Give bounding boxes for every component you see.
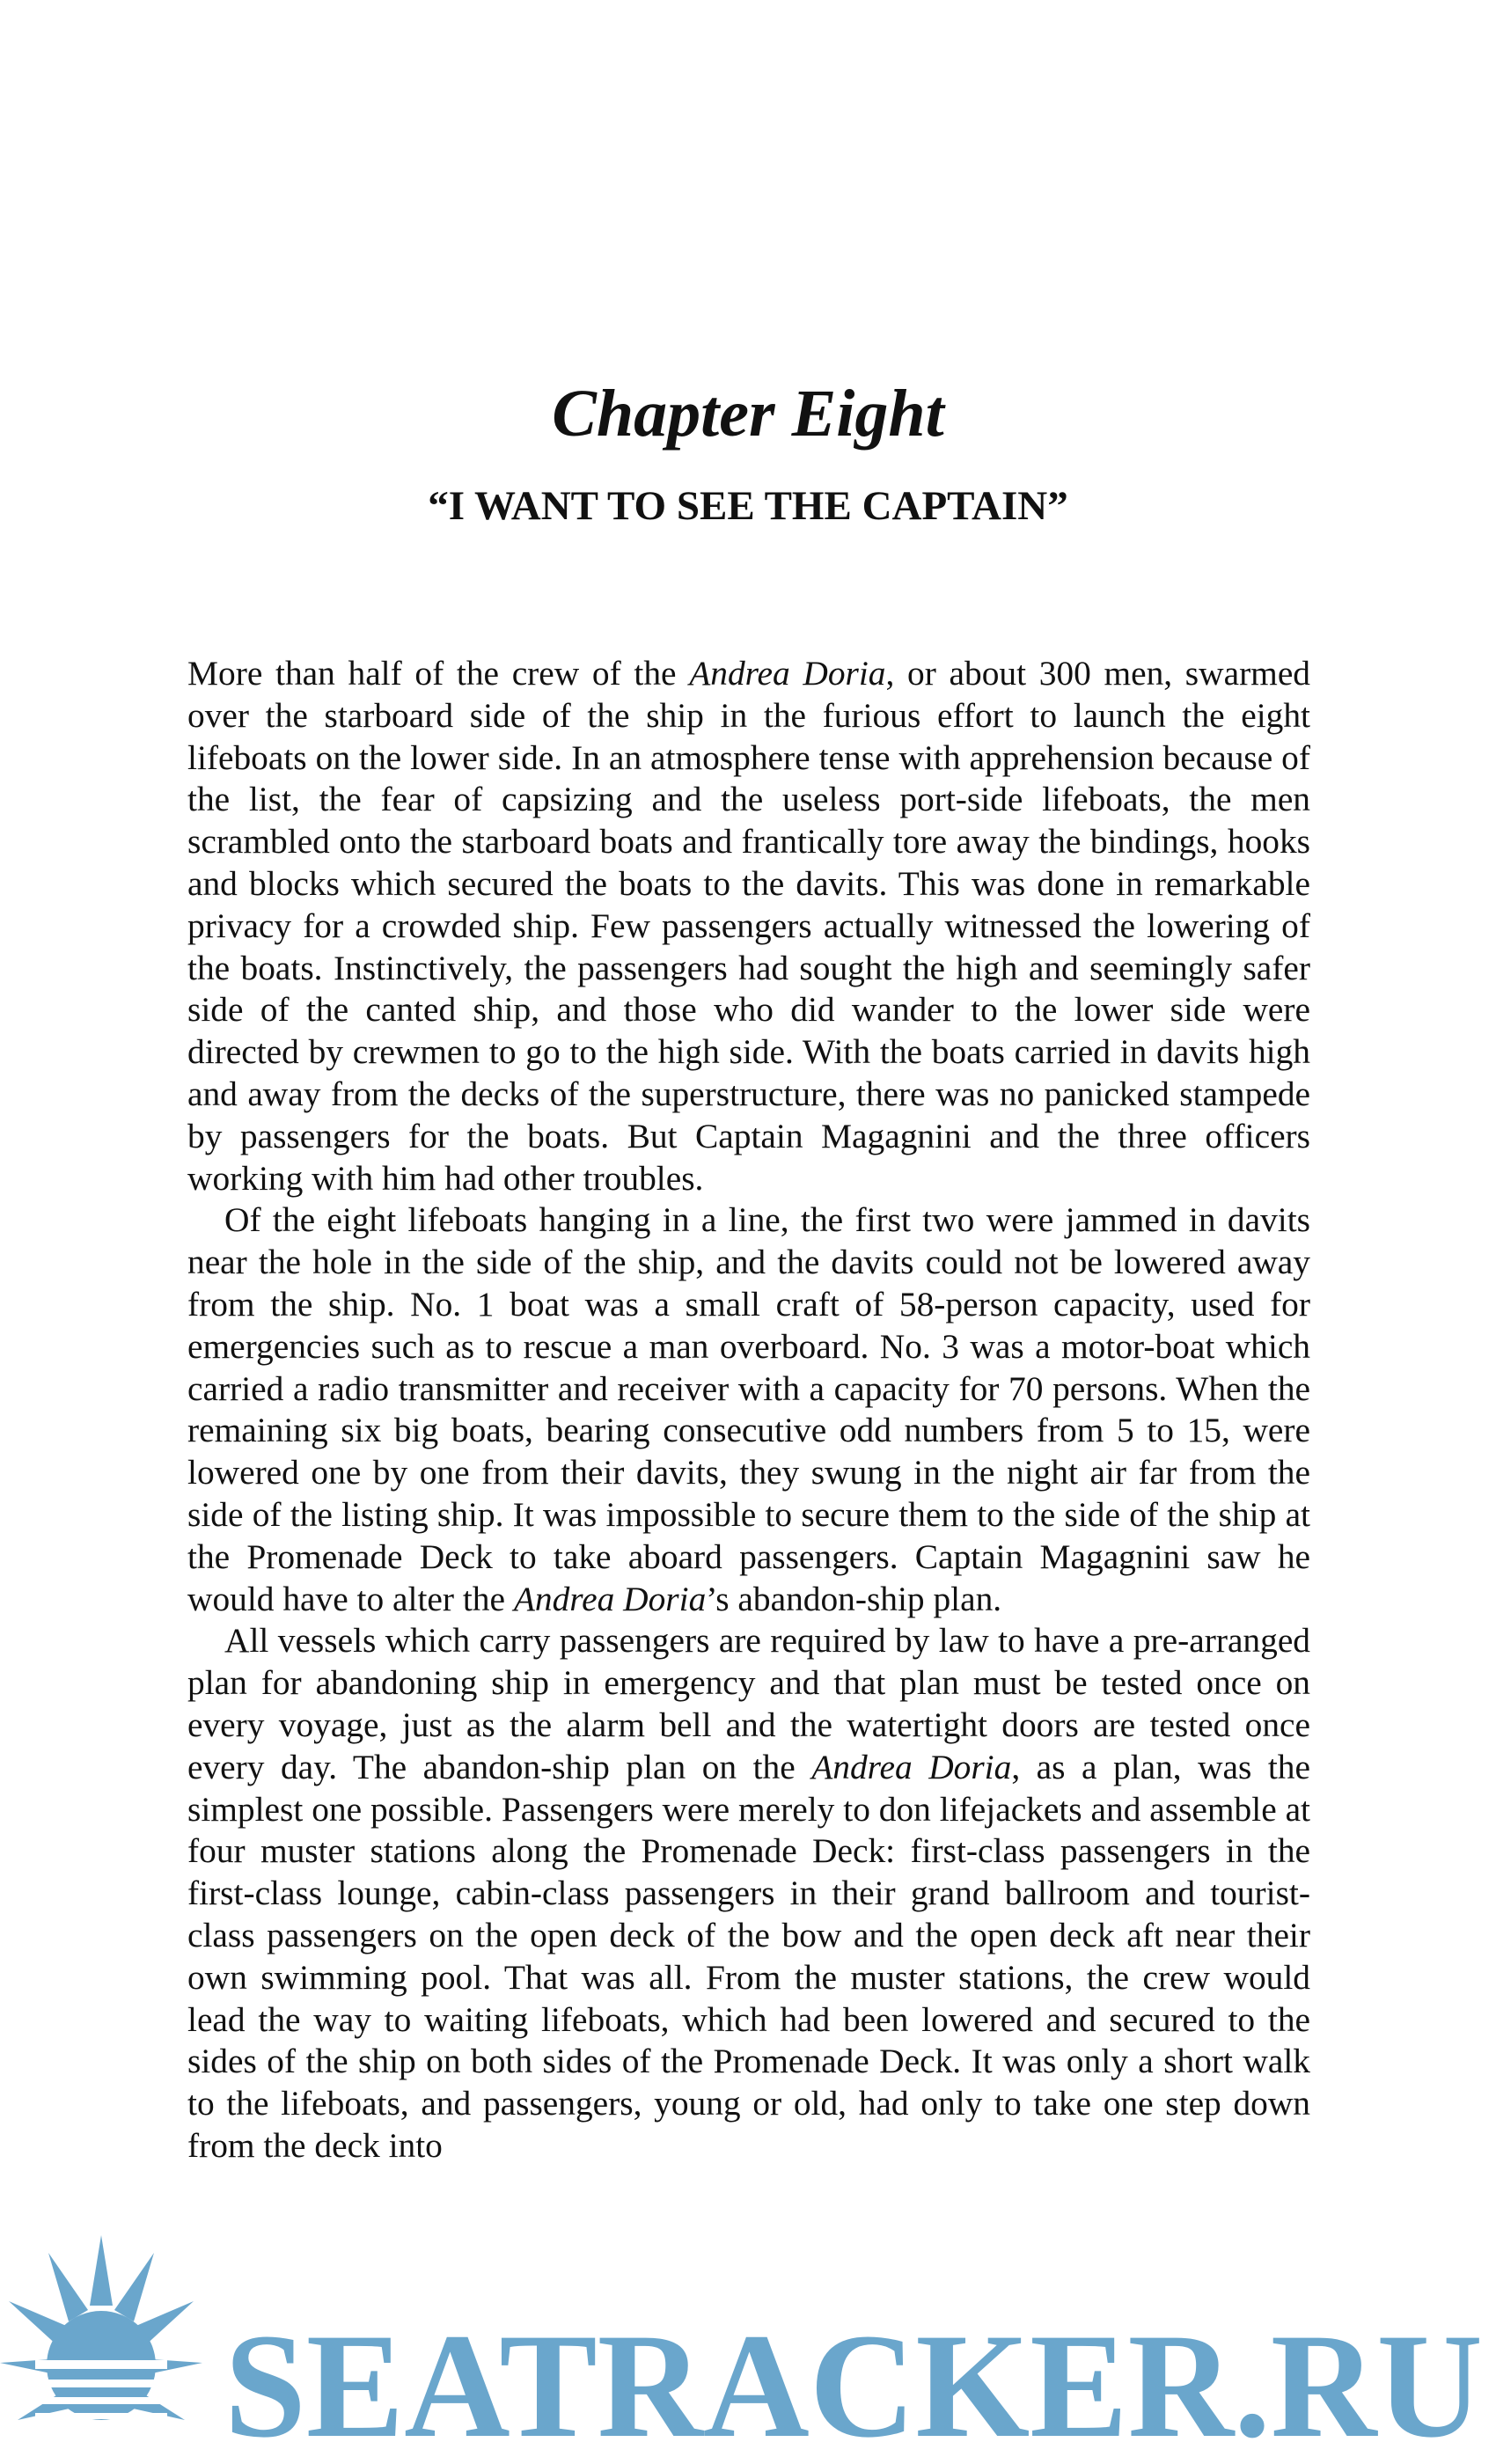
watermark — [0, 2218, 1496, 2464]
ship-name: Andrea Doria — [689, 654, 886, 693]
watermark-text: SEATRACKER.RU — [224, 2303, 1483, 2464]
paragraph-1: More than half of the crew of the Andrea Doria, or about 300 men, swarmed over the starboard side of the ship in the furious effort to launch the eight lifeboats on the lower side. In an atmosphere tense with apprehension because of the list, the fear of capsizing and the useless port-side lifeboats, the men scrambled onto the starboard boats and frantically tore away the bindings, hooks and blocks which secured the boats to the davits. This was done in remarkable privacy for a crowded ship. Few passengers actually witnessed the lowering of the boats. Instinctively, the passengers had sought the high and seemingly safer side of the canted ship, and those who did wander to the lower side were directed by crewmen to go to the high side. With the boats carried in davits high and away from the decks of the superstructure, there was no panicked stampede by passengers for the boats. But Captain Magagnini and the three officers working with him had other troubles. — [187, 654, 1311, 1198]
ship-name: Andrea Doria — [513, 1579, 707, 1618]
paragraph-2: Of the eight lifeboats hanging in a line, the first two were jammed in davits near the hole in the side of the ship, and the davits could not be lowered away from the ship. No. 1 boat was a small craft of 58-person capacity, used for emergencies such as to rescue a man overboard. No. 3 was a motor-boat which carried a radio transmitter and receiver with a capacity for 70 persons. When the remaining six big boats, bearing consecutive odd numbers from 5 to 15, were lowered one by one from their davits, they swung in the night air far from the side of the listing ship. It was impossible to secure them to the side of the ship at the Promenade Deck to take aboard passengers. Captain Magagnini saw he would have to alter the Andrea Doria’s abandon-ship plan. — [187, 1200, 1310, 1618]
body-text — [187, 653, 1310, 2167]
chapter-subtitle: “I WANT TO SEE THE CAPTAIN” — [428, 483, 1068, 529]
chapter-title: Chapter Eight — [552, 377, 944, 451]
ship-name: Andrea Doria — [811, 1747, 1012, 1786]
sun-icon — [0, 2235, 211, 2464]
paragraph-3: All vessels which carry passengers are required by law to have a pre-arranged plan for abandoning ship in emergency and that plan must be tested once on every voyage, just as the alarm bell and the watertight doors are tested once every day. The abandon-ship plan on the Andrea Doria, as a plan, was the simplest one possible. Passengers were merely to don lifejackets and assemble at four muster stations along the Promenade Deck: first-class passengers in the first-class lounge, cabin-class passengers in their grand ballroom and tourist-class passengers on the open deck of the bow and the open deck aft near their own swimming pool. That was all. From the muster stations, the crew would lead the way to waiting lifeboats, which had been lowered and secured to the sides of the ship on both sides of the Promenade Deck. It was only a short walk to the lifeboats, and passengers, young or old, had only to take one step down from the deck into — [187, 1621, 1310, 2165]
